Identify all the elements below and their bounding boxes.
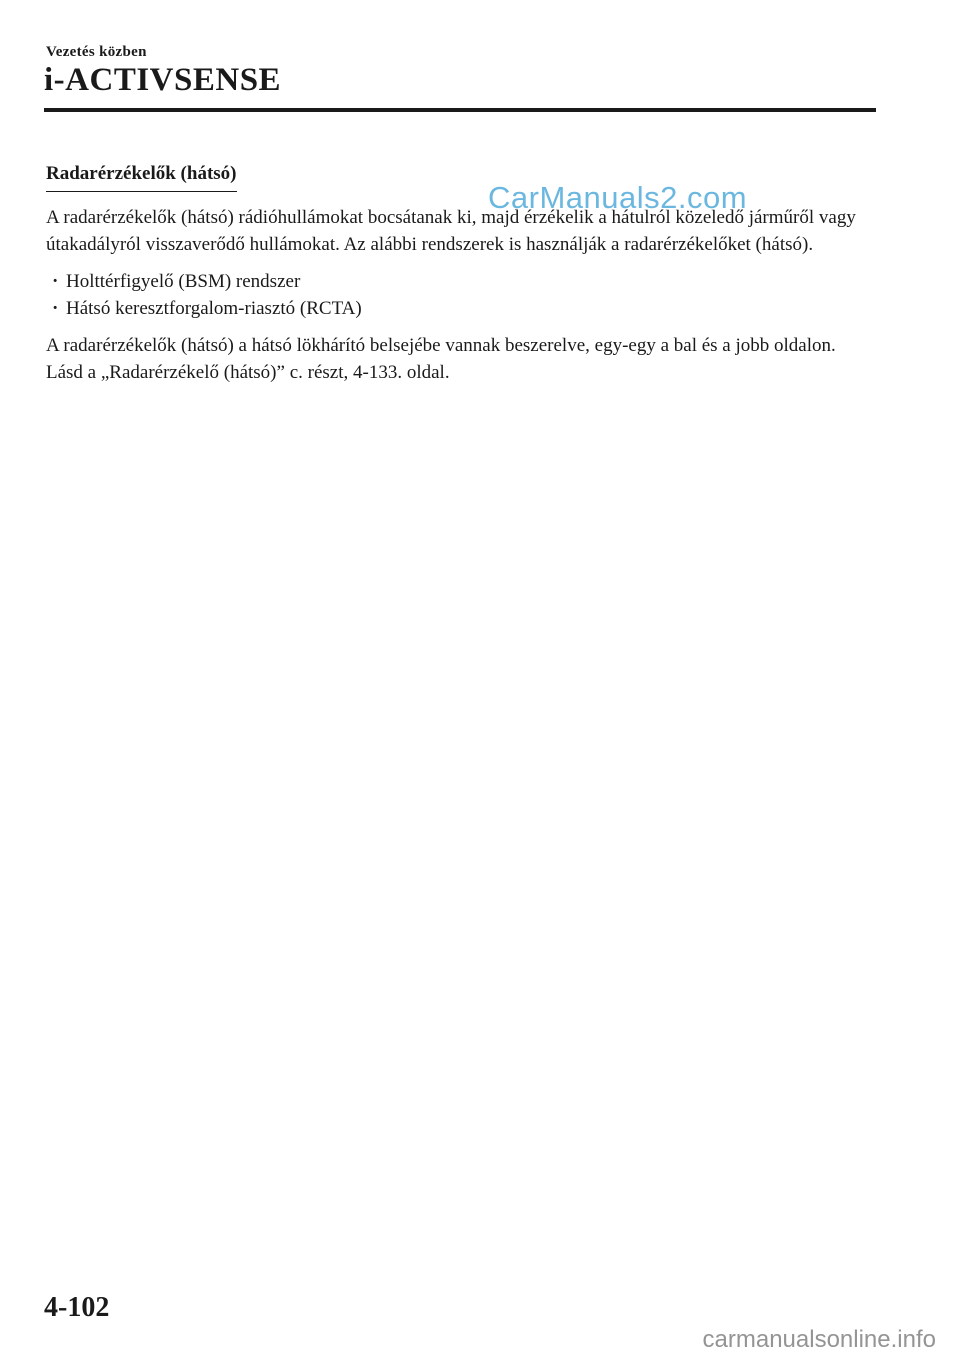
header-divider [44,108,876,112]
list-item [46,268,876,295]
page-number: 4-102 [44,1292,110,1323]
location-text: A radarérzékelők (hátsó) a hátsó lökhárító belsejébe vannak beszerelve, egy-egy a bal és a jobb oldalon. [46,335,836,356]
list-item-text: Hátsó keresztforgalom-riasztó (RCTA) [66,298,362,319]
list-item-text: Holttérfigyelő (BSM) rendszer [66,271,301,292]
systems-list [46,268,876,322]
bullet-icon: · [52,271,59,292]
bullet-icon: · [52,298,59,319]
list-item [46,295,876,322]
intro-paragraph: A radarérzékelők (hátsó) rádióhullámokat bocsátanak ki, majd érzékelik a hátulról közeledő járműről vagy útakadályról visszaverődő hullámokat. Az alábbi rendszerek is használják a radarérzékelőket (hátsó). [46,207,856,255]
subheading: Radarérzékelők (hátsó) [46,160,237,192]
reference-link[interactable]: Lásd a „Radarérzékelő (hátsó)” c. részt, 4-133. oldal. [46,362,450,383]
section-title: i-ACTIVSENSE [44,62,282,98]
watermark-top: CarManuals2.com [488,180,748,215]
chapter-title: Vezetés közben [46,44,147,60]
watermark-bottom: carmanualsonline.info [702,1326,936,1353]
location-paragraph [46,332,876,386]
main-content [46,160,876,386]
